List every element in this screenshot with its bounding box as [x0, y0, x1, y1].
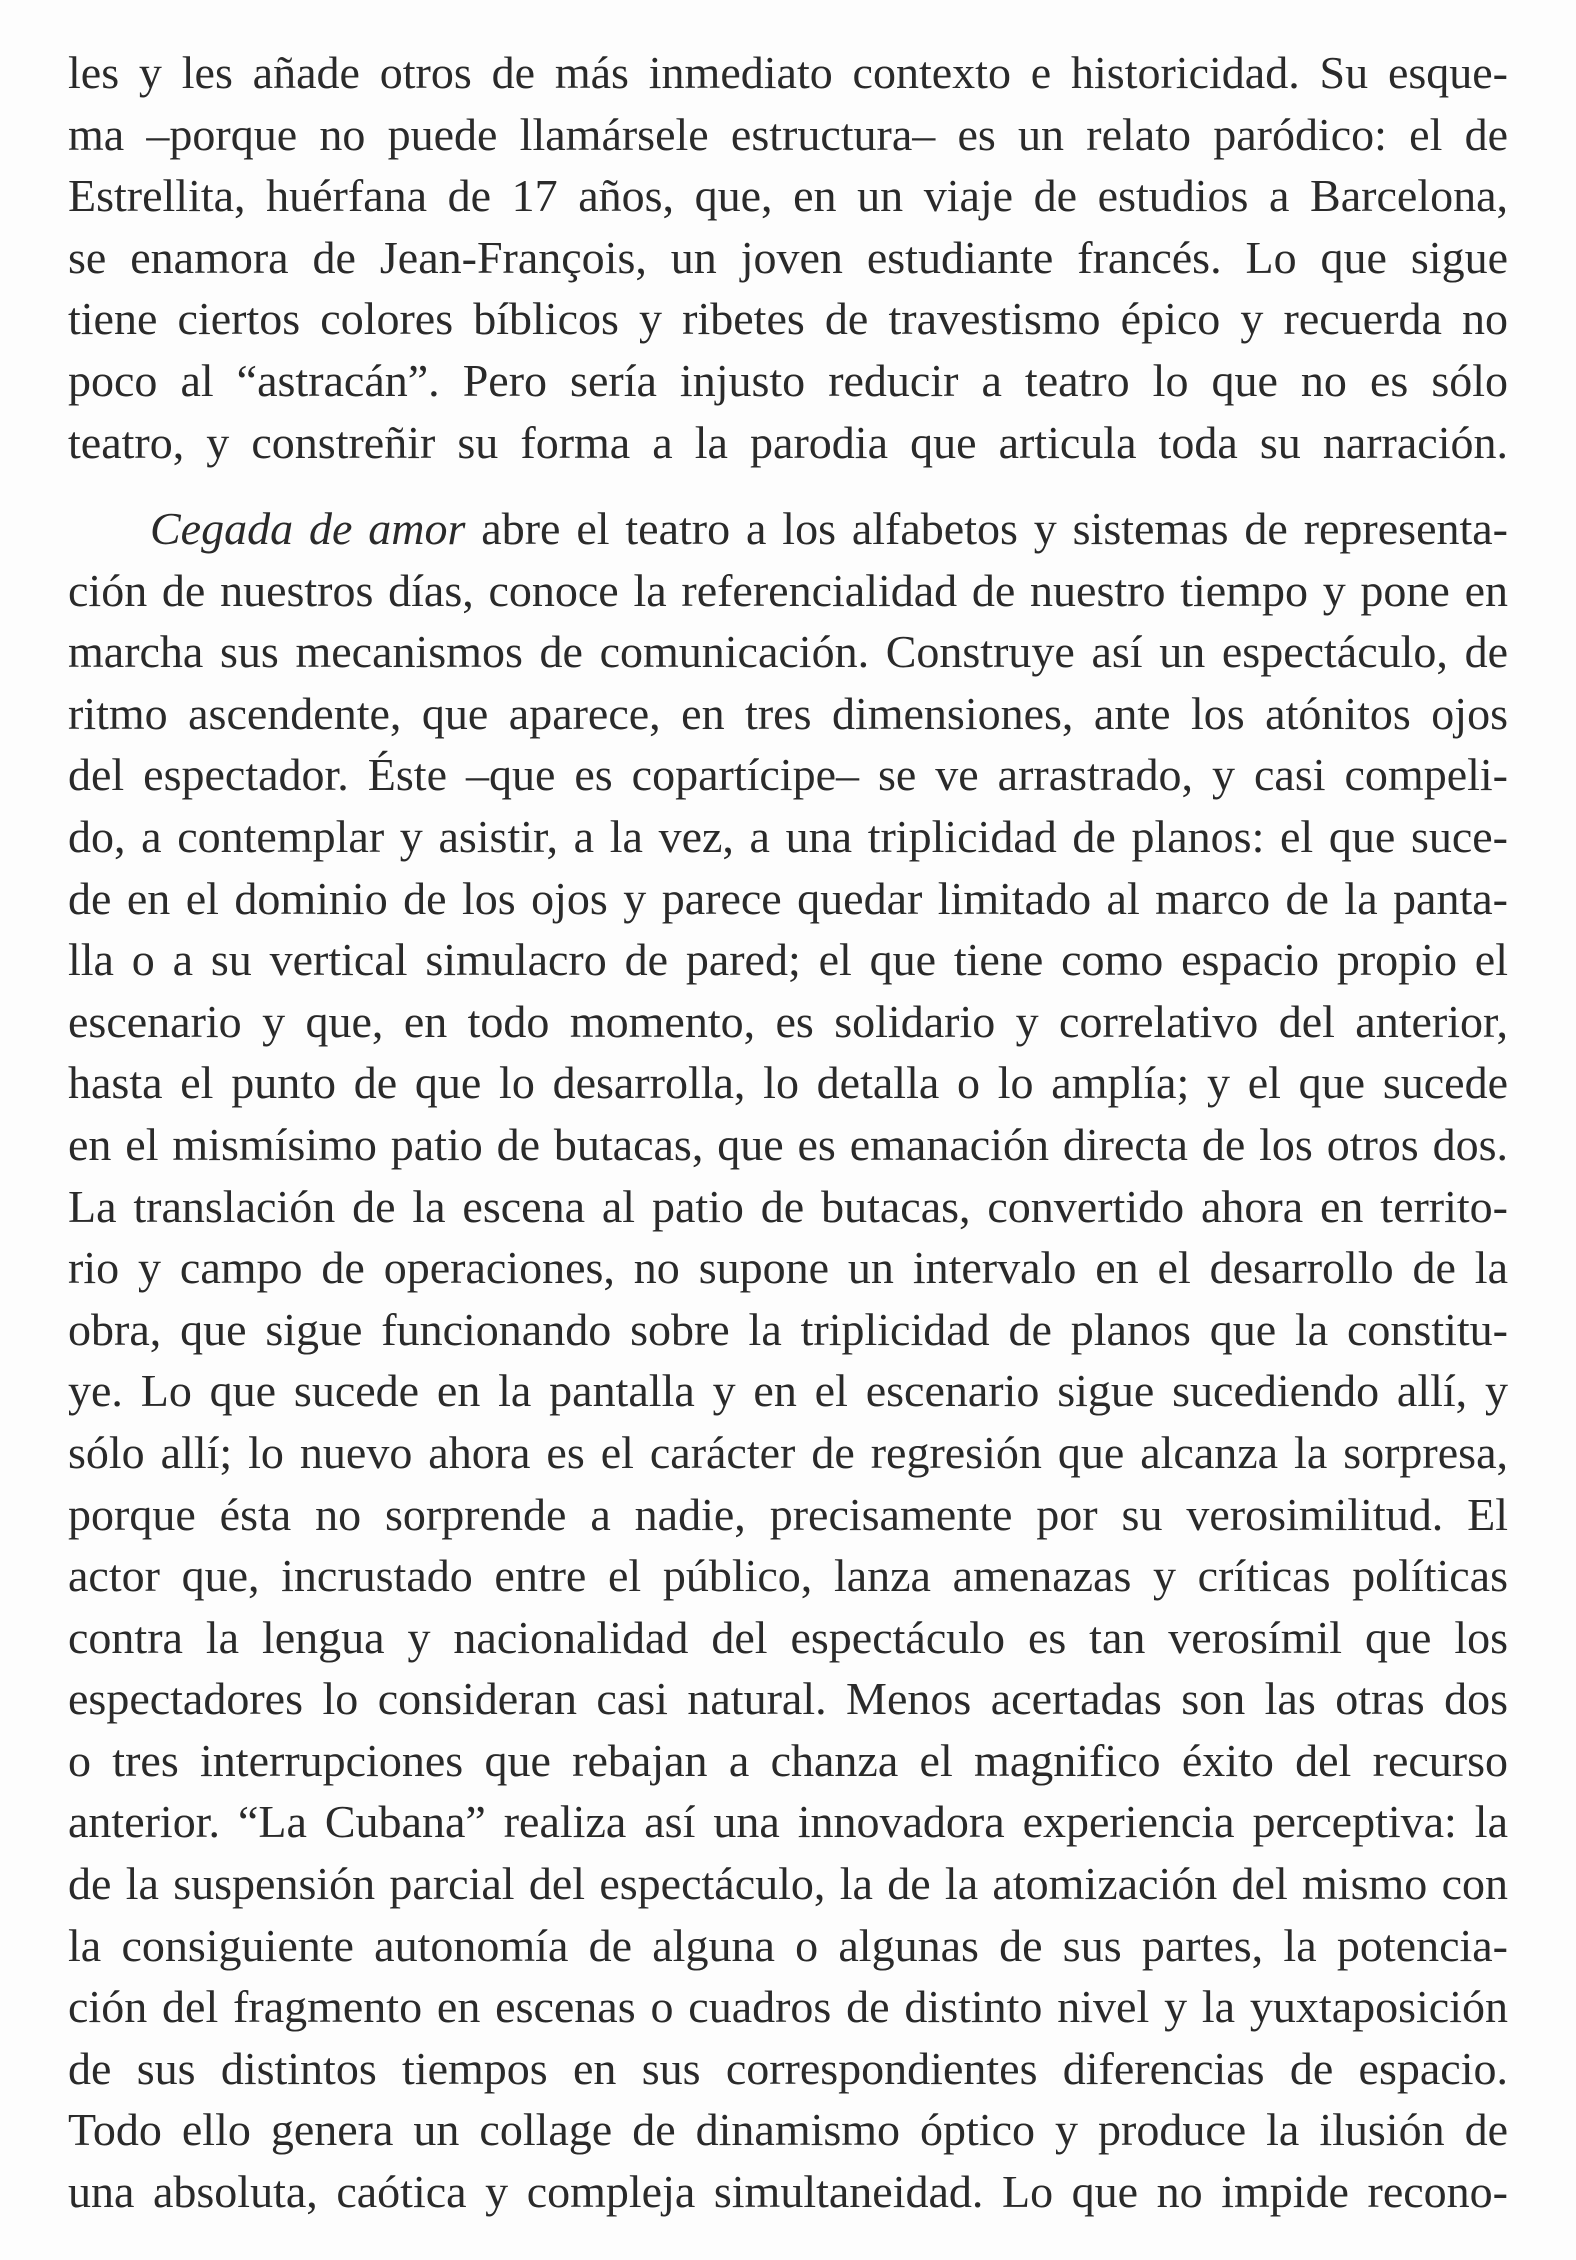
text-line: anterior. “La Cubana” realiza así una innovadora experiencia perceptiva: la	[68, 1796, 1508, 1848]
paragraph-2	[68, 498, 1508, 2223]
paragraph-1	[68, 42, 1508, 473]
text-line: porque ésta no sorprende a nadie, precisamente por su verosimilitud. El	[68, 1488, 1508, 1540]
text-line: actor que, incrustado entre el público, lanza amenazas y críticas políticas	[68, 1550, 1508, 1602]
text-line-rest: abre el teatro a los alfabetos y sistemas de representa-	[465, 503, 1509, 554]
text-line: obra, que sigue funcionando sobre la triplicidad de planos que la constitu-	[68, 1303, 1508, 1355]
text-line: La translación de la escena al patio de butacas, convertido ahora en territo-	[68, 1180, 1508, 1232]
text-line: Estrellita, huérfana de 17 años, que, en un viaje de estudios a Barcelona,	[68, 170, 1508, 222]
text-line: sólo allí; lo nuevo ahora es el carácter de regresión que alcanza la sorpresa,	[68, 1426, 1508, 1478]
text-line: escenario y que, en todo momento, es solidario y correlativo del anterior,	[68, 995, 1508, 1047]
text-line: les y les añade otros de más inmediato contexto e historicidad. Su esque-	[68, 47, 1508, 98]
text-line: o tres interrupciones que rebajan a chanza el magnifico éxito del recurso	[68, 1734, 1508, 1786]
text-line: en el mismísimo patio de butacas, que es emanación directa de los otros dos.	[68, 1118, 1508, 1170]
text-line: de la suspensión parcial del espectáculo, la de la atomización del mismo con	[68, 1858, 1508, 1910]
text-line: rio y campo de operaciones, no supone un intervalo en el desarrollo de la	[68, 1242, 1508, 1294]
work-title: Cegada de amor	[150, 503, 466, 554]
text-line: poco al “astracán”. Pero sería injusto reducir a teatro lo que no es sólo	[68, 354, 1508, 406]
text-line: de en el dominio de los ojos y parece quedar limitado al marco de la panta-	[68, 872, 1508, 924]
text-line: ritmo ascendente, que aparece, en tres dimensiones, ante los atónitos ojos	[68, 687, 1508, 739]
text-line: ción del fragmento en escenas o cuadros de distinto nivel y la yuxtaposición	[68, 1981, 1508, 2033]
text-line: lla o a su vertical simulacro de pared; el que tiene como espacio propio el	[68, 934, 1508, 986]
text-line: la consiguiente autonomía de alguna o algunas de sus partes, la potencia-	[68, 1919, 1508, 1971]
paragraph-first-line	[68, 498, 1508, 560]
text-line: del espectador. Éste –que es copartícipe– se ve arrastrado, y casi compeli-	[68, 749, 1508, 801]
text-line: do, a contemplar y asistir, a la vez, a una triplicidad de planos: el que suce-	[68, 810, 1508, 862]
text-line: marcha sus mecanismos de comunicación. Construye así un espectáculo, de	[68, 626, 1508, 678]
text-line: espectadores lo consideran casi natural. Menos acertadas son las otras dos	[68, 1673, 1508, 1725]
text-line: tiene ciertos colores bíblicos y ribetes de travestismo épico y recuerda no	[68, 293, 1508, 345]
text-line: de sus distintos tiempos en sus correspondientes diferencias de espacio.	[68, 2042, 1508, 2094]
text-line: ción de nuestros días, conoce la referencialidad de nuestro tiempo y pone en	[68, 564, 1508, 616]
text-line: se enamora de Jean-François, un joven estudiante francés. Lo que sigue	[68, 231, 1508, 283]
text-line: teatro, y constreñir su forma a la parodia que articula toda su narración.	[68, 416, 1508, 468]
text-line: ye. Lo que sucede en la pantalla y en el escenario sigue sucediendo allí, y	[68, 1365, 1508, 1417]
text-line: una absoluta, caótica y compleja simultaneidad. Lo que no impide recono-	[68, 2166, 1508, 2218]
text-line: contra la lengua y nacionalidad del espectáculo es tan verosímil que los	[68, 1611, 1508, 1663]
text-line: Todo ello genera un collage de dinamismo óptico y produce la ilusión de	[68, 2104, 1508, 2156]
text-line: hasta el punto de que lo desarrolla, lo detalla o lo amplía; y el que sucede	[68, 1057, 1508, 1109]
text-line: ma –porque no puede llamársele estructura– es un relato paródico: el de	[68, 108, 1508, 160]
